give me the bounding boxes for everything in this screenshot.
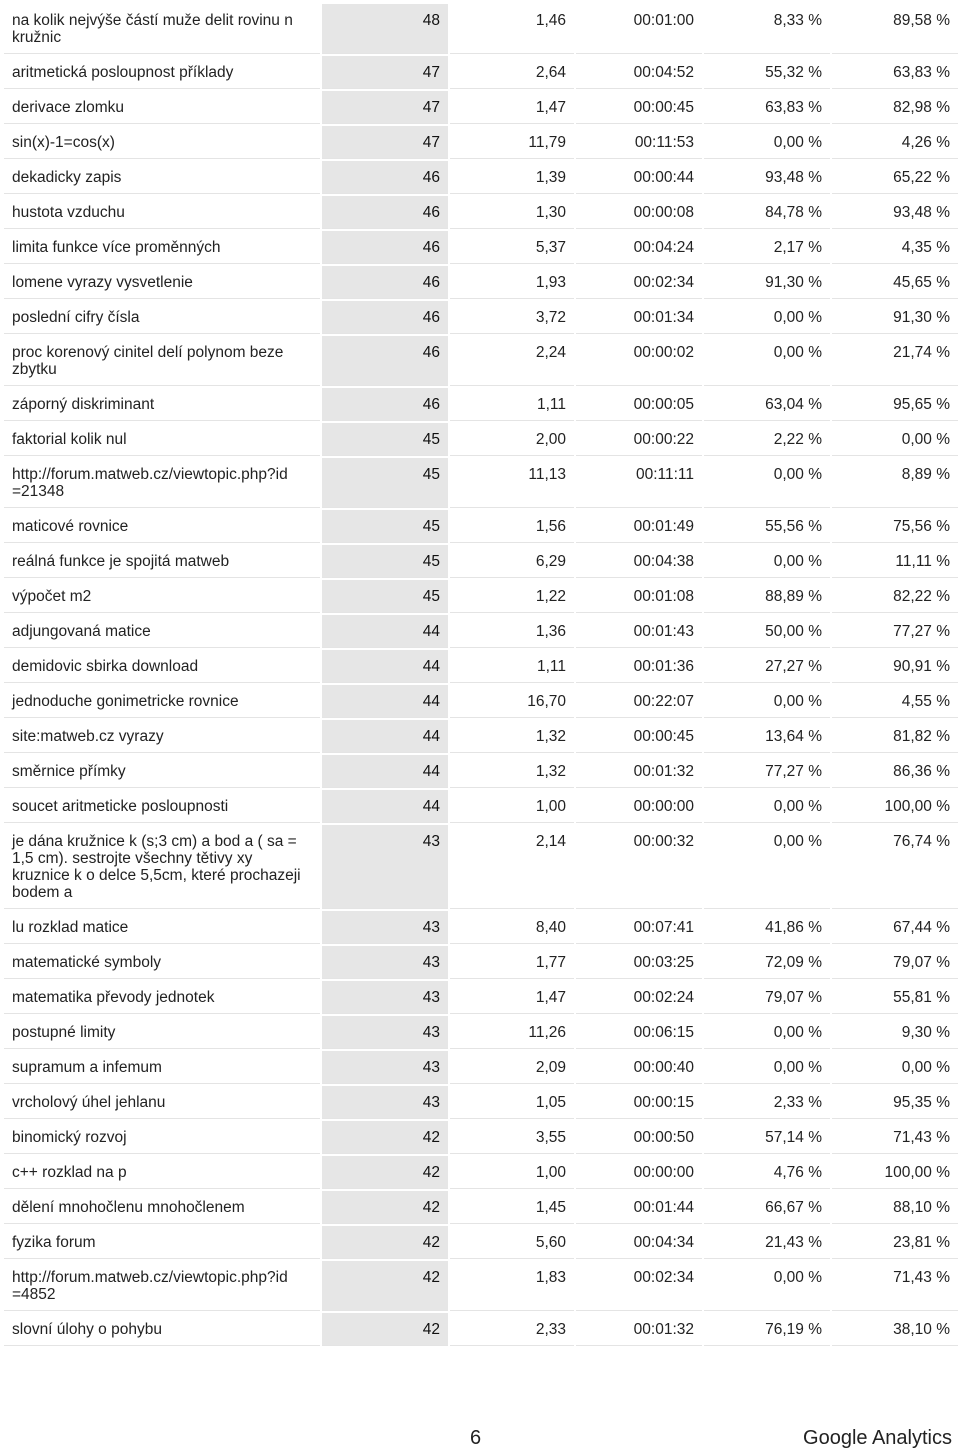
visits-cell: 46 <box>322 161 448 194</box>
visits-cell: 44 <box>322 685 448 718</box>
table-row <box>4 1261 958 1311</box>
table-row <box>4 981 958 1014</box>
keyword-cell: fyzika forum <box>4 1226 320 1259</box>
visits-cell: 44 <box>322 790 448 823</box>
bounce-rate-cell: 65,22 % <box>832 161 958 194</box>
visits-cell: 46 <box>322 196 448 229</box>
avg-time-cell: 00:01:08 <box>576 580 702 613</box>
keyword-cell: adjungovaná matice <box>4 615 320 648</box>
bounce-rate-cell: 88,10 % <box>832 1191 958 1224</box>
new-visits-cell: 63,83 % <box>704 91 830 124</box>
avg-time-cell: 00:11:11 <box>576 458 702 508</box>
pages-per-visit-cell: 11,13 <box>450 458 574 508</box>
keyword-cell: supramum a infemum <box>4 1051 320 1084</box>
new-visits-cell: 55,32 % <box>704 56 830 89</box>
pages-per-visit-cell: 2,00 <box>450 423 574 456</box>
visits-cell: 42 <box>322 1313 448 1346</box>
avg-time-cell: 00:02:34 <box>576 1261 702 1311</box>
pages-per-visit-cell: 1,30 <box>450 196 574 229</box>
keyword-cell: reálná funkce je spojitá matweb <box>4 545 320 578</box>
bounce-rate-cell: 23,81 % <box>832 1226 958 1259</box>
visits-cell: 42 <box>322 1121 448 1154</box>
visits-cell: 42 <box>322 1191 448 1224</box>
bounce-rate-cell: 8,89 % <box>832 458 958 508</box>
avg-time-cell: 00:00:45 <box>576 91 702 124</box>
bounce-rate-cell: 95,65 % <box>832 388 958 421</box>
avg-time-cell: 00:02:34 <box>576 266 702 299</box>
pages-per-visit-cell: 1,39 <box>450 161 574 194</box>
visits-cell: 45 <box>322 423 448 456</box>
avg-time-cell: 00:04:38 <box>576 545 702 578</box>
bounce-rate-cell: 82,98 % <box>832 91 958 124</box>
table-row <box>4 825 958 909</box>
visits-cell: 42 <box>322 1156 448 1189</box>
table-row <box>4 545 958 578</box>
bounce-rate-cell: 0,00 % <box>832 423 958 456</box>
pages-per-visit-cell: 1,00 <box>450 1156 574 1189</box>
table-row <box>4 580 958 613</box>
new-visits-cell: 0,00 % <box>704 685 830 718</box>
table-row <box>4 911 958 944</box>
new-visits-cell: 8,33 % <box>704 4 830 54</box>
bounce-rate-cell: 21,74 % <box>832 336 958 386</box>
bounce-rate-cell: 67,44 % <box>832 911 958 944</box>
pages-per-visit-cell: 1,05 <box>450 1086 574 1119</box>
new-visits-cell: 77,27 % <box>704 755 830 788</box>
new-visits-cell: 76,19 % <box>704 1313 830 1346</box>
avg-time-cell: 00:22:07 <box>576 685 702 718</box>
keyword-cell: soucet aritmeticke posloupnosti <box>4 790 320 823</box>
bounce-rate-cell: 4,55 % <box>832 685 958 718</box>
table-row <box>4 423 958 456</box>
table-row <box>4 336 958 386</box>
footer-brand: Google Analytics <box>803 1427 952 1449</box>
new-visits-cell: 0,00 % <box>704 1016 830 1049</box>
avg-time-cell: 00:01:49 <box>576 510 702 543</box>
bounce-rate-cell: 81,82 % <box>832 720 958 753</box>
page-number: 6 <box>470 1427 482 1449</box>
bounce-rate-cell: 100,00 % <box>832 1156 958 1189</box>
visits-cell: 42 <box>322 1226 448 1259</box>
pages-per-visit-cell: 5,37 <box>450 231 574 264</box>
visits-cell: 45 <box>322 458 448 508</box>
pages-per-visit-cell: 2,64 <box>450 56 574 89</box>
keyword-cell: vrcholový úhel jehlanu <box>4 1086 320 1119</box>
avg-time-cell: 00:00:00 <box>576 1156 702 1189</box>
new-visits-cell: 55,56 % <box>704 510 830 543</box>
bounce-rate-cell: 86,36 % <box>832 755 958 788</box>
table-row <box>4 161 958 194</box>
visits-cell: 47 <box>322 91 448 124</box>
table-row <box>4 510 958 543</box>
pages-per-visit-cell: 1,32 <box>450 720 574 753</box>
pages-per-visit-cell: 11,26 <box>450 1016 574 1049</box>
new-visits-cell: 72,09 % <box>704 946 830 979</box>
pages-per-visit-cell: 1,11 <box>450 650 574 683</box>
visits-cell: 44 <box>322 720 448 753</box>
new-visits-cell: 0,00 % <box>704 1051 830 1084</box>
new-visits-cell: 66,67 % <box>704 1191 830 1224</box>
bounce-rate-cell: 38,10 % <box>832 1313 958 1346</box>
table-row <box>4 266 958 299</box>
table-row <box>4 4 958 54</box>
avg-time-cell: 00:01:00 <box>576 4 702 54</box>
avg-time-cell: 00:07:41 <box>576 911 702 944</box>
keyword-cell: je dána kružnice k (s;3 cm) a bod a ( sa = 1,5 cm). sestrojte všechny tětivy xy kruznice k o delce 5,5cm, které prochazeji bodem a <box>4 825 320 909</box>
avg-time-cell: 00:04:34 <box>576 1226 702 1259</box>
avg-time-cell: 00:01:34 <box>576 301 702 334</box>
bounce-rate-cell: 71,43 % <box>832 1261 958 1311</box>
bounce-rate-cell: 9,30 % <box>832 1016 958 1049</box>
pages-per-visit-cell: 1,46 <box>450 4 574 54</box>
keyword-cell: limita funkce více proměnných <box>4 231 320 264</box>
bounce-rate-cell: 45,65 % <box>832 266 958 299</box>
table-row <box>4 196 958 229</box>
new-visits-cell: 91,30 % <box>704 266 830 299</box>
avg-time-cell: 00:00:08 <box>576 196 702 229</box>
new-visits-cell: 0,00 % <box>704 1261 830 1311</box>
table-row <box>4 1051 958 1084</box>
pages-per-visit-cell: 1,93 <box>450 266 574 299</box>
table-row <box>4 126 958 159</box>
bounce-rate-cell: 75,56 % <box>832 510 958 543</box>
pages-per-visit-cell: 2,09 <box>450 1051 574 1084</box>
table-row <box>4 1121 958 1154</box>
pages-per-visit-cell: 1,47 <box>450 981 574 1014</box>
new-visits-cell: 0,00 % <box>704 301 830 334</box>
keyword-cell: site:matweb.cz vyrazy <box>4 720 320 753</box>
pages-per-visit-cell: 5,60 <box>450 1226 574 1259</box>
keyword-cell: maticové rovnice <box>4 510 320 543</box>
keyword-cell: poslední cifry čísla <box>4 301 320 334</box>
visits-cell: 45 <box>322 510 448 543</box>
keyword-cell: derivace zlomku <box>4 91 320 124</box>
avg-time-cell: 00:01:44 <box>576 1191 702 1224</box>
bounce-rate-cell: 77,27 % <box>832 615 958 648</box>
bounce-rate-cell: 11,11 % <box>832 545 958 578</box>
pages-per-visit-cell: 3,72 <box>450 301 574 334</box>
pages-per-visit-cell: 1,11 <box>450 388 574 421</box>
new-visits-cell: 27,27 % <box>704 650 830 683</box>
new-visits-cell: 50,00 % <box>704 615 830 648</box>
visits-cell: 43 <box>322 946 448 979</box>
keyword-cell: aritmetická posloupnost příklady <box>4 56 320 89</box>
pages-per-visit-cell: 16,70 <box>450 685 574 718</box>
new-visits-cell: 41,86 % <box>704 911 830 944</box>
avg-time-cell: 00:04:24 <box>576 231 702 264</box>
avg-time-cell: 00:01:32 <box>576 755 702 788</box>
keyword-cell: matematické symboly <box>4 946 320 979</box>
keyword-table <box>2 2 960 1348</box>
keyword-cell: faktorial kolik nul <box>4 423 320 456</box>
new-visits-cell: 4,76 % <box>704 1156 830 1189</box>
avg-time-cell: 00:00:02 <box>576 336 702 386</box>
table-row <box>4 946 958 979</box>
visits-cell: 42 <box>322 1261 448 1311</box>
new-visits-cell: 13,64 % <box>704 720 830 753</box>
new-visits-cell: 2,17 % <box>704 231 830 264</box>
visits-cell: 46 <box>322 231 448 264</box>
visits-cell: 44 <box>322 755 448 788</box>
bounce-rate-cell: 90,91 % <box>832 650 958 683</box>
keyword-cell: dekadicky zapis <box>4 161 320 194</box>
table-row <box>4 458 958 508</box>
new-visits-cell: 0,00 % <box>704 458 830 508</box>
keyword-cell: matematika převody jednotek <box>4 981 320 1014</box>
avg-time-cell: 00:00:44 <box>576 161 702 194</box>
keyword-cell: http://forum.matweb.cz/viewtopic.php?id =4852 <box>4 1261 320 1311</box>
table-row <box>4 1156 958 1189</box>
visits-cell: 44 <box>322 615 448 648</box>
table-row <box>4 790 958 823</box>
keyword-cell: dělení mnohočlenu mnohočlenem <box>4 1191 320 1224</box>
visits-cell: 46 <box>322 266 448 299</box>
visits-cell: 46 <box>322 301 448 334</box>
visits-cell: 43 <box>322 981 448 1014</box>
pages-per-visit-cell: 1,45 <box>450 1191 574 1224</box>
table-row <box>4 388 958 421</box>
pages-per-visit-cell: 6,29 <box>450 545 574 578</box>
visits-cell: 48 <box>322 4 448 54</box>
bounce-rate-cell: 93,48 % <box>832 196 958 229</box>
bounce-rate-cell: 82,22 % <box>832 580 958 613</box>
pages-per-visit-cell: 1,32 <box>450 755 574 788</box>
new-visits-cell: 0,00 % <box>704 825 830 909</box>
keyword-cell: c++ rozklad na p <box>4 1156 320 1189</box>
avg-time-cell: 00:00:00 <box>576 790 702 823</box>
keyword-cell: http://forum.matweb.cz/viewtopic.php?id =21348 <box>4 458 320 508</box>
avg-time-cell: 00:00:15 <box>576 1086 702 1119</box>
keyword-cell: jednoduche gonimetricke rovnice <box>4 685 320 718</box>
new-visits-cell: 79,07 % <box>704 981 830 1014</box>
visits-cell: 47 <box>322 56 448 89</box>
pages-per-visit-cell: 8,40 <box>450 911 574 944</box>
visits-cell: 43 <box>322 1016 448 1049</box>
new-visits-cell: 84,78 % <box>704 196 830 229</box>
visits-cell: 46 <box>322 388 448 421</box>
avg-time-cell: 00:02:24 <box>576 981 702 1014</box>
keyword-cell: na kolik nejvýše částí muže delit rovinu n kružnic <box>4 4 320 54</box>
keyword-cell: demidovic sbirka download <box>4 650 320 683</box>
avg-time-cell: 00:00:45 <box>576 720 702 753</box>
bounce-rate-cell: 4,35 % <box>832 231 958 264</box>
pages-per-visit-cell: 1,56 <box>450 510 574 543</box>
visits-cell: 43 <box>322 1086 448 1119</box>
avg-time-cell: 00:00:22 <box>576 423 702 456</box>
new-visits-cell: 21,43 % <box>704 1226 830 1259</box>
new-visits-cell: 57,14 % <box>704 1121 830 1154</box>
pages-per-visit-cell: 3,55 <box>450 1121 574 1154</box>
table-row <box>4 91 958 124</box>
keyword-cell: binomický rozvoj <box>4 1121 320 1154</box>
pages-per-visit-cell: 2,14 <box>450 825 574 909</box>
bounce-rate-cell: 63,83 % <box>832 56 958 89</box>
visits-cell: 43 <box>322 825 448 909</box>
pages-per-visit-cell: 1,83 <box>450 1261 574 1311</box>
table-row <box>4 1016 958 1049</box>
keyword-cell: lomene vyrazy vysvetlenie <box>4 266 320 299</box>
visits-cell: 43 <box>322 911 448 944</box>
avg-time-cell: 00:01:32 <box>576 1313 702 1346</box>
keyword-cell: slovní úlohy o pohybu <box>4 1313 320 1346</box>
new-visits-cell: 93,48 % <box>704 161 830 194</box>
visits-cell: 45 <box>322 545 448 578</box>
avg-time-cell: 00:03:25 <box>576 946 702 979</box>
keyword-cell: postupné limity <box>4 1016 320 1049</box>
avg-time-cell: 00:00:05 <box>576 388 702 421</box>
table-row <box>4 755 958 788</box>
avg-time-cell: 00:01:43 <box>576 615 702 648</box>
avg-time-cell: 00:11:53 <box>576 126 702 159</box>
new-visits-cell: 0,00 % <box>704 545 830 578</box>
bounce-rate-cell: 91,30 % <box>832 301 958 334</box>
avg-time-cell: 00:00:50 <box>576 1121 702 1154</box>
pages-per-visit-cell: 1,00 <box>450 790 574 823</box>
table-row <box>4 650 958 683</box>
visits-cell: 43 <box>322 1051 448 1084</box>
avg-time-cell: 00:06:15 <box>576 1016 702 1049</box>
avg-time-cell: 00:04:52 <box>576 56 702 89</box>
bounce-rate-cell: 100,00 % <box>832 790 958 823</box>
bounce-rate-cell: 95,35 % <box>832 1086 958 1119</box>
visits-cell: 44 <box>322 650 448 683</box>
bounce-rate-cell: 4,26 % <box>832 126 958 159</box>
table-row <box>4 1191 958 1224</box>
new-visits-cell: 63,04 % <box>704 388 830 421</box>
table-row <box>4 1226 958 1259</box>
bounce-rate-cell: 55,81 % <box>832 981 958 1014</box>
new-visits-cell: 2,33 % <box>704 1086 830 1119</box>
pages-per-visit-cell: 1,77 <box>450 946 574 979</box>
pages-per-visit-cell: 1,47 <box>450 91 574 124</box>
table-row <box>4 301 958 334</box>
new-visits-cell: 0,00 % <box>704 790 830 823</box>
pages-per-visit-cell: 2,33 <box>450 1313 574 1346</box>
keyword-cell: hustota vzduchu <box>4 196 320 229</box>
table-row <box>4 56 958 89</box>
visits-cell: 46 <box>322 336 448 386</box>
keyword-cell: proc korenový cinitel delí polynom beze zbytku <box>4 336 320 386</box>
keyword-cell: záporný diskriminant <box>4 388 320 421</box>
keyword-cell: lu rozklad matice <box>4 911 320 944</box>
new-visits-cell: 0,00 % <box>704 336 830 386</box>
avg-time-cell: 00:00:32 <box>576 825 702 909</box>
bounce-rate-cell: 0,00 % <box>832 1051 958 1084</box>
table-row <box>4 1086 958 1119</box>
visits-cell: 47 <box>322 126 448 159</box>
pages-per-visit-cell: 2,24 <box>450 336 574 386</box>
bounce-rate-cell: 76,74 % <box>832 825 958 909</box>
bounce-rate-cell: 79,07 % <box>832 946 958 979</box>
avg-time-cell: 00:00:40 <box>576 1051 702 1084</box>
keyword-cell: směrnice přímky <box>4 755 320 788</box>
new-visits-cell: 2,22 % <box>704 423 830 456</box>
table-row <box>4 685 958 718</box>
table-row <box>4 720 958 753</box>
table-row <box>4 1313 958 1346</box>
bounce-rate-cell: 71,43 % <box>832 1121 958 1154</box>
pages-per-visit-cell: 11,79 <box>450 126 574 159</box>
bounce-rate-cell: 89,58 % <box>832 4 958 54</box>
table-row <box>4 615 958 648</box>
new-visits-cell: 88,89 % <box>704 580 830 613</box>
keyword-cell: výpočet m2 <box>4 580 320 613</box>
avg-time-cell: 00:01:36 <box>576 650 702 683</box>
table-row <box>4 231 958 264</box>
pages-per-visit-cell: 1,36 <box>450 615 574 648</box>
pages-per-visit-cell: 1,22 <box>450 580 574 613</box>
keyword-cell: sin(x)-1=cos(x) <box>4 126 320 159</box>
keyword-table-body <box>4 4 958 1346</box>
visits-cell: 45 <box>322 580 448 613</box>
new-visits-cell: 0,00 % <box>704 126 830 159</box>
